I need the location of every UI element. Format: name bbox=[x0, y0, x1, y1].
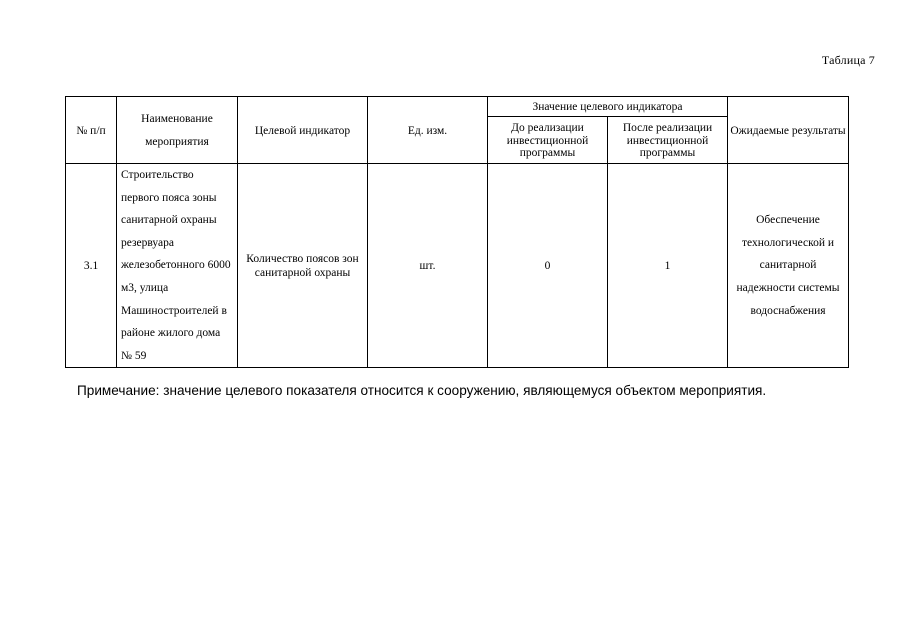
header-after: После реализации инвестиционной программы bbox=[608, 117, 728, 164]
header-expected: Ожидаемые результаты bbox=[728, 97, 849, 164]
cell-before: 0 bbox=[488, 164, 608, 368]
header-row-1 bbox=[66, 97, 849, 117]
table-note: Примечание: значение целевого показателя относится к сооружению, являющемуся объектом мероприятия. bbox=[77, 383, 767, 398]
indicators-table bbox=[65, 96, 849, 368]
cell-name: Строительство первого пояса зоны санитарной охраны резервуара железобетонного 6000 м3, улица Машиностроителей в районе жилого дома № 59 bbox=[117, 164, 238, 368]
table-caption: Таблица 7 bbox=[821, 53, 875, 67]
header-unit: Ед. изм. bbox=[368, 97, 488, 164]
cell-indicator: Количество поясов зон санитарной охраны bbox=[238, 164, 368, 368]
header-name: Наименование мероприятия bbox=[117, 97, 238, 164]
header-indicator: Целевой индикатор bbox=[238, 97, 368, 164]
cell-expected: Обеспечение технологической и санитарной надежности системы водоснабжения bbox=[728, 164, 849, 368]
cell-num: 3.1 bbox=[66, 164, 117, 368]
cell-after: 1 bbox=[608, 164, 728, 368]
header-num: № п/п bbox=[66, 97, 117, 164]
header-before: До реализации инвестиционной программы bbox=[488, 117, 608, 164]
header-target-value-group: Значение целевого индикатора bbox=[488, 97, 728, 117]
cell-unit: шт. bbox=[368, 164, 488, 368]
table-row bbox=[66, 164, 849, 368]
